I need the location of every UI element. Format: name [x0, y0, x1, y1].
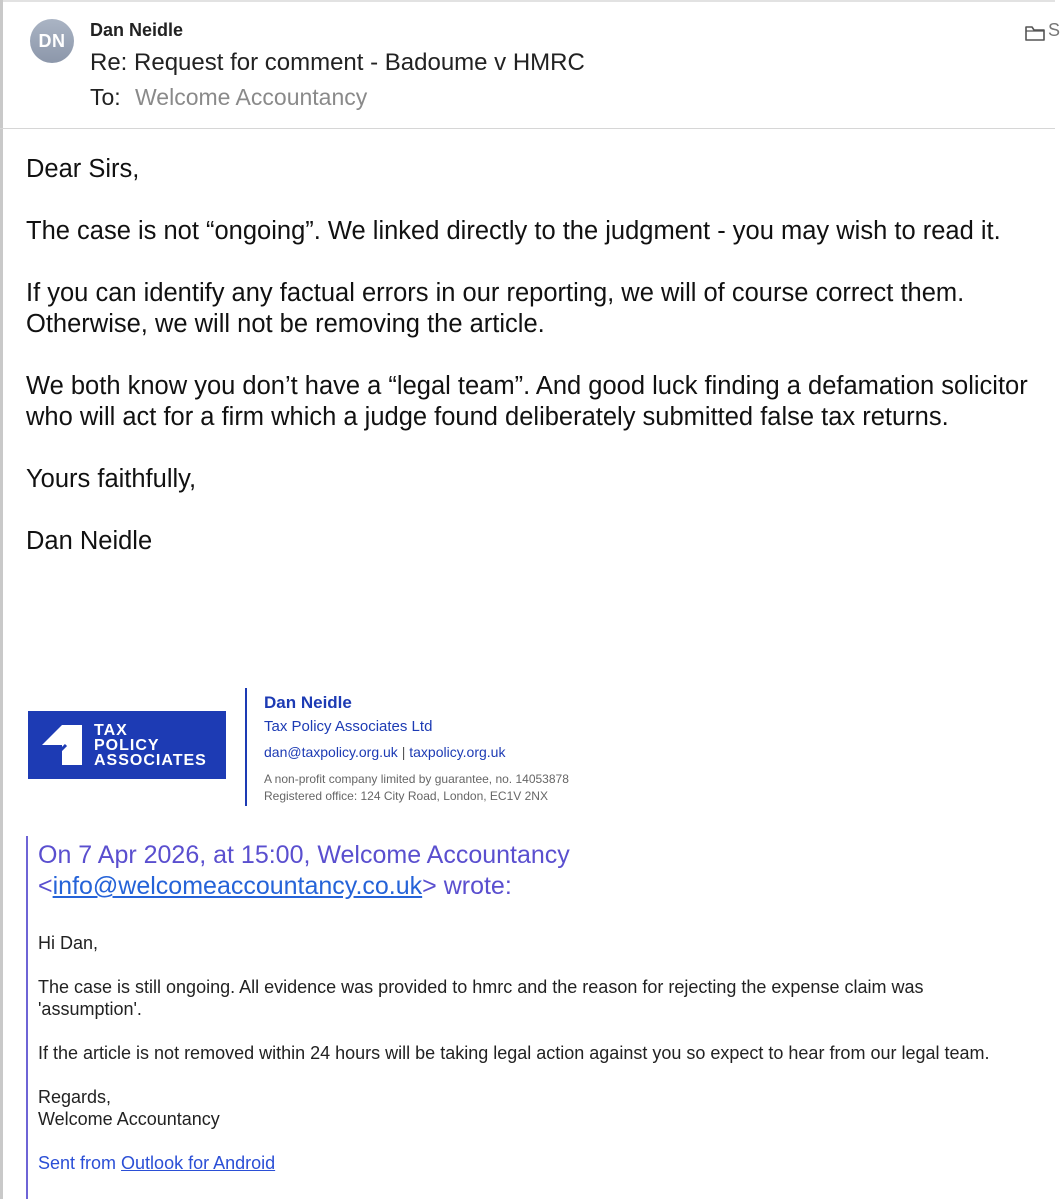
signature-email-link[interactable]: dan@taxpolicy.org.uk [264, 744, 398, 760]
outlook-for-android-link[interactable]: Outlook for Android [121, 1153, 276, 1173]
body-greeting: Dear Sirs, [26, 155, 140, 183]
logo-text [94, 723, 207, 768]
recipient-name[interactable]: Welcome Accountancy [135, 84, 368, 110]
folder-icon[interactable] [1024, 22, 1046, 44]
tax-policy-associates-logo[interactable] [28, 711, 226, 779]
message-body [26, 154, 1046, 588]
quoted-header-line-1: On 7 Apr 2026, at 15:00, Welcome Accountancy [38, 841, 570, 869]
window-left-edge [0, 0, 3, 1199]
logo-text-line-2: POLICY [94, 737, 160, 754]
quoted-body [38, 932, 1028, 1196]
sent-from-label: Sent from [38, 1153, 117, 1173]
signature-legal-line-1: A non-profit company limited by guarantee, no. 14053878 [264, 772, 569, 786]
quoted-regards: Regards, [38, 1087, 112, 1107]
body-closing: Yours faithfully, [26, 465, 197, 493]
quoted-close-wrote: > wrote: [422, 872, 512, 900]
quoted-paragraph-2: If the article is not removed within 24 hours will be taking legal action against you so expect to hear from our legal team. [38, 1043, 990, 1063]
sender-avatar: DN [30, 19, 74, 63]
signature-legal-line-2: Registered office: 124 City Road, London, EC1V 2NX [264, 789, 548, 803]
quoted-header-line-2 [38, 871, 1018, 902]
logo-text-line-1: TAX [94, 722, 128, 739]
signature-website-link[interactable]: taxpolicy.org.uk [409, 744, 506, 760]
logo-text-line-3: ASSOCIATES [94, 752, 207, 769]
quoted-regards-block [38, 1086, 1028, 1130]
sender-name[interactable]: Dan Neidle [90, 20, 184, 40]
sent-from-line [38, 1152, 1028, 1174]
signature-links [264, 744, 505, 760]
quoted-header [38, 840, 1018, 902]
logo-mark-icon [38, 721, 86, 769]
body-paragraph-2: If you can identify any factual errors in our reporting, we will of course correct them. Otherwise, we will not be removing the article. [26, 279, 965, 338]
quoted-open-bracket: < [38, 872, 53, 900]
quoted-greeting: Hi Dan, [38, 933, 99, 953]
clipped-toolbar-glyph: S [1048, 20, 1060, 40]
signature-company: Tax Policy Associates Ltd [264, 718, 433, 735]
quoted-message [26, 836, 1048, 1199]
signature-name: Dan Neidle [264, 693, 352, 712]
quoted-paragraph-1: The case is still ongoing. All evidence was provided to hmrc and the reason for rejecting the expense claim was 'assumption'. [38, 977, 924, 1019]
to-label: To: [90, 84, 121, 110]
body-paragraph-3: We both know you don’t have a “legal team”. And good luck finding a defamation solicitor who will act for a firm which a judge found deliberately submitted false tax returns. [26, 372, 1028, 431]
subject-line: Re: Request for comment - Badoume v HMRC [90, 49, 585, 76]
message-header [0, 0, 1060, 129]
body-signoff: Dan Neidle [26, 527, 153, 555]
quoted-company: Welcome Accountancy [38, 1109, 220, 1129]
quoted-sender-email-link[interactable]: info@welcomeaccountancy.co.uk [52, 872, 423, 900]
body-paragraph-1: The case is not “ongoing”. We linked directly to the judgment - you may wish to read it. [26, 217, 1001, 245]
signature-divider [245, 688, 247, 806]
link-separator: | [401, 744, 406, 760]
